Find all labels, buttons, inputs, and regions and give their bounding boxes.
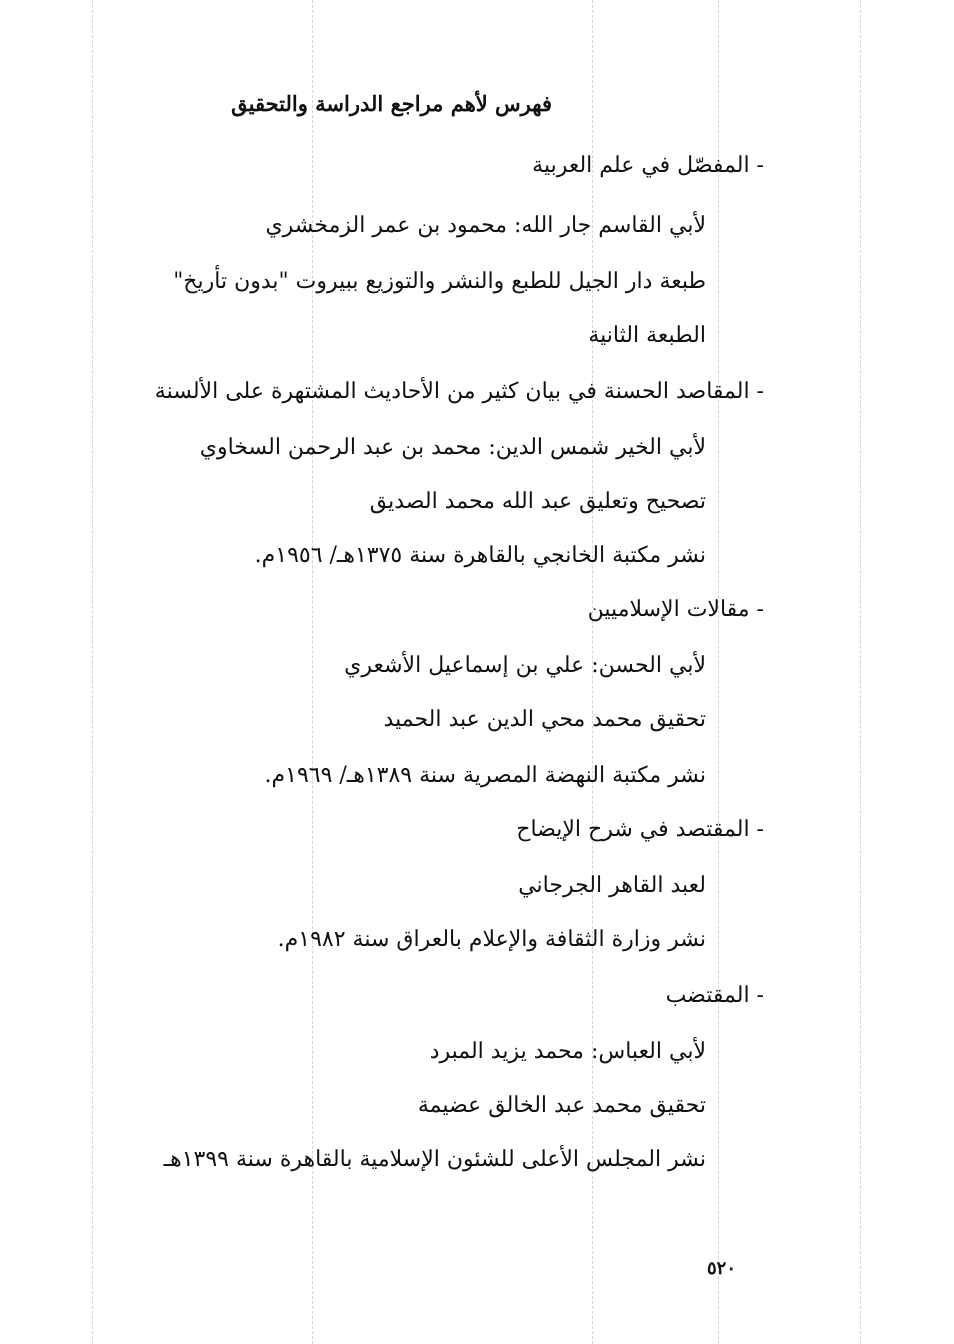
scan-guide-line <box>92 0 93 1344</box>
entry-title: - المقتصد في شرح الإيضاح <box>516 817 764 842</box>
entry-title: - المقتضب <box>665 983 764 1008</box>
entry-detail: نشر مكتبة النهضة المصرية سنة ١٣٨٩هـ/ ١٩٦٩م. <box>264 763 706 788</box>
entry-title: - مقالات الإسلاميين <box>587 597 764 622</box>
entry-detail: لعبد القاهر الجرجاني <box>518 873 706 898</box>
entry-detail: تحقيق محمد عبد الخالق عضيمة <box>417 1093 706 1118</box>
entry-title: - المقاصد الحسنة في بيان كثير من الأحاديث المشتهرة على الألسنة <box>154 379 764 404</box>
scan-guide-line <box>312 0 313 1344</box>
entry-detail: لأبي العباس: محمد يزيد المبرد <box>429 1039 706 1064</box>
scan-guide-line <box>718 0 719 1344</box>
entry-detail: نشر المجلس الأعلى للشئون الإسلامية بالقاهرة سنة ١٣٩٩هـ <box>163 1147 706 1172</box>
entry-detail: نشر وزارة الثقافة والإعلام بالعراق سنة ١٩٨٢م. <box>277 927 706 952</box>
entry-detail: تصحيح وتعليق عبد الله محمد الصديق <box>369 489 706 514</box>
entry-detail: طبعة دار الجيل للطبع والنشر والتوزيع ببيروت "بدون تأريخ" <box>173 269 706 294</box>
entry-detail: لأبي الخير شمس الدين: محمد بن عبد الرحمن السخاوي <box>199 435 706 460</box>
entry-title: - المفصّل في علم العربية <box>532 153 764 178</box>
entry-detail: لأبي القاسم جار الله: محمود بن عمر الزمخشري <box>265 213 706 238</box>
page-title: فهرس لأهم مراجع الدراسة والتحقيق <box>231 91 552 116</box>
entry-detail: لأبي الحسن: علي بن إسماعيل الأشعري <box>344 653 706 678</box>
entry-detail: الطبعة الثانية <box>588 323 706 348</box>
page-number: ٥٢٠ <box>706 1258 736 1279</box>
entry-detail: نشر مكتبة الخانجي بالقاهرة سنة ١٣٧٥هـ/ ١٩٥٦م. <box>254 543 706 568</box>
scan-guide-line <box>860 0 861 1344</box>
entry-detail: تحقيق محمد محي الدين عبد الحميد <box>383 707 706 732</box>
